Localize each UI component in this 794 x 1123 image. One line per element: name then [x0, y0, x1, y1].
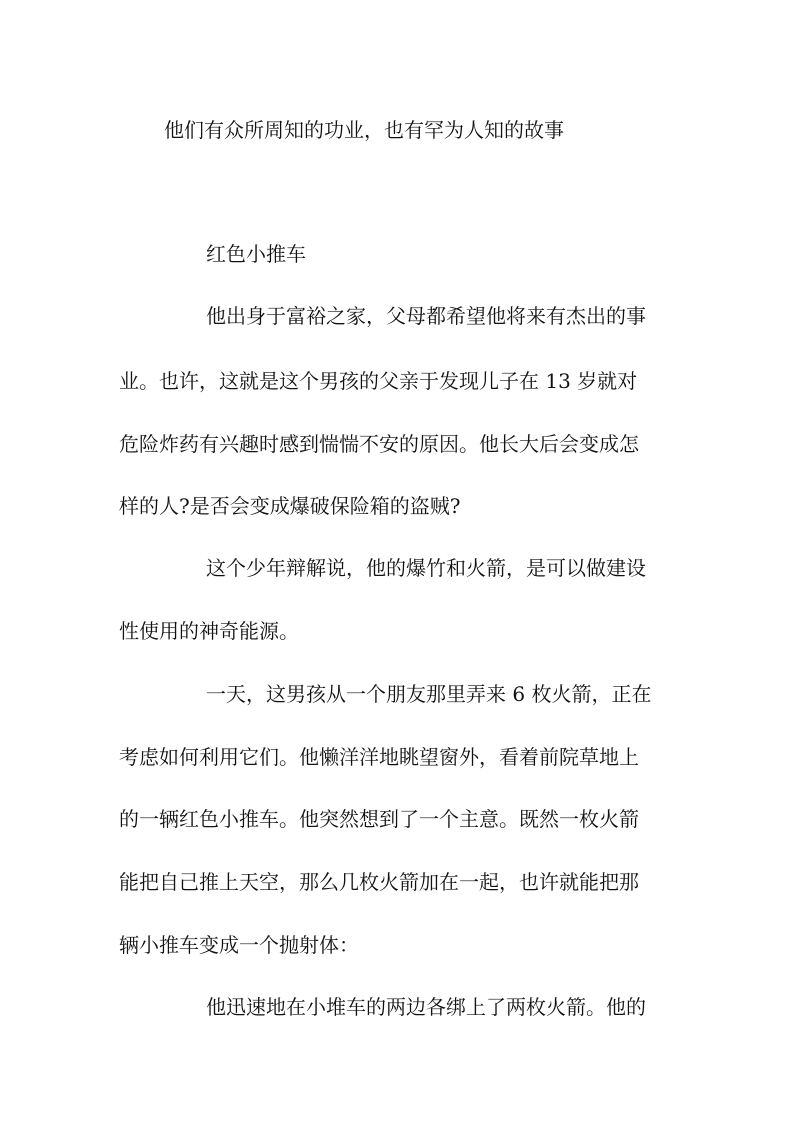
paragraph-line: 一天，这男孩从一个朋友那里弄来 6 枚火箭，正在	[206, 682, 652, 706]
paragraph-line: 辆小推车变成一个抛射体：	[119, 933, 359, 957]
paragraph-line: 这个少年辩解说，他的爆竹和火箭，是可以做建设	[206, 556, 646, 580]
paragraph-line: 危险炸药有兴趣时感到惴惴不安的原因。他长大后会变成怎	[119, 432, 639, 456]
paragraph-line: 业。也许，这就是这个男孩的父亲于发现儿子在 13 岁就对	[119, 369, 638, 393]
paragraph-line: 考虑如何利用它们。他懒洋洋地眺望窗外，看着前院草地上	[119, 745, 639, 769]
paragraph-line: 他迅速地在小堆车的两边各绑上了两枚火箭。他的	[206, 995, 646, 1019]
page-heading: 他们有众所周知的功业，也有罕为人知的故事	[164, 118, 564, 142]
paragraph-line: 性使用的神奇能源。	[119, 619, 299, 643]
paragraph-line: 的一辆红色小推车。他突然想到了一个主意。既然一枚火箭	[119, 807, 639, 831]
paragraph-line: 样的人?是否会变成爆破保险箱的盗贼?	[119, 494, 461, 518]
paragraph-line: 能把自己推上天空，那么几枚火箭加在一起，也许就能把那	[119, 870, 639, 894]
paragraph-line: 他出身于富裕之家，父母都希望他将来有杰出的事	[206, 304, 646, 328]
section-title: 红色小推车	[206, 242, 306, 266]
